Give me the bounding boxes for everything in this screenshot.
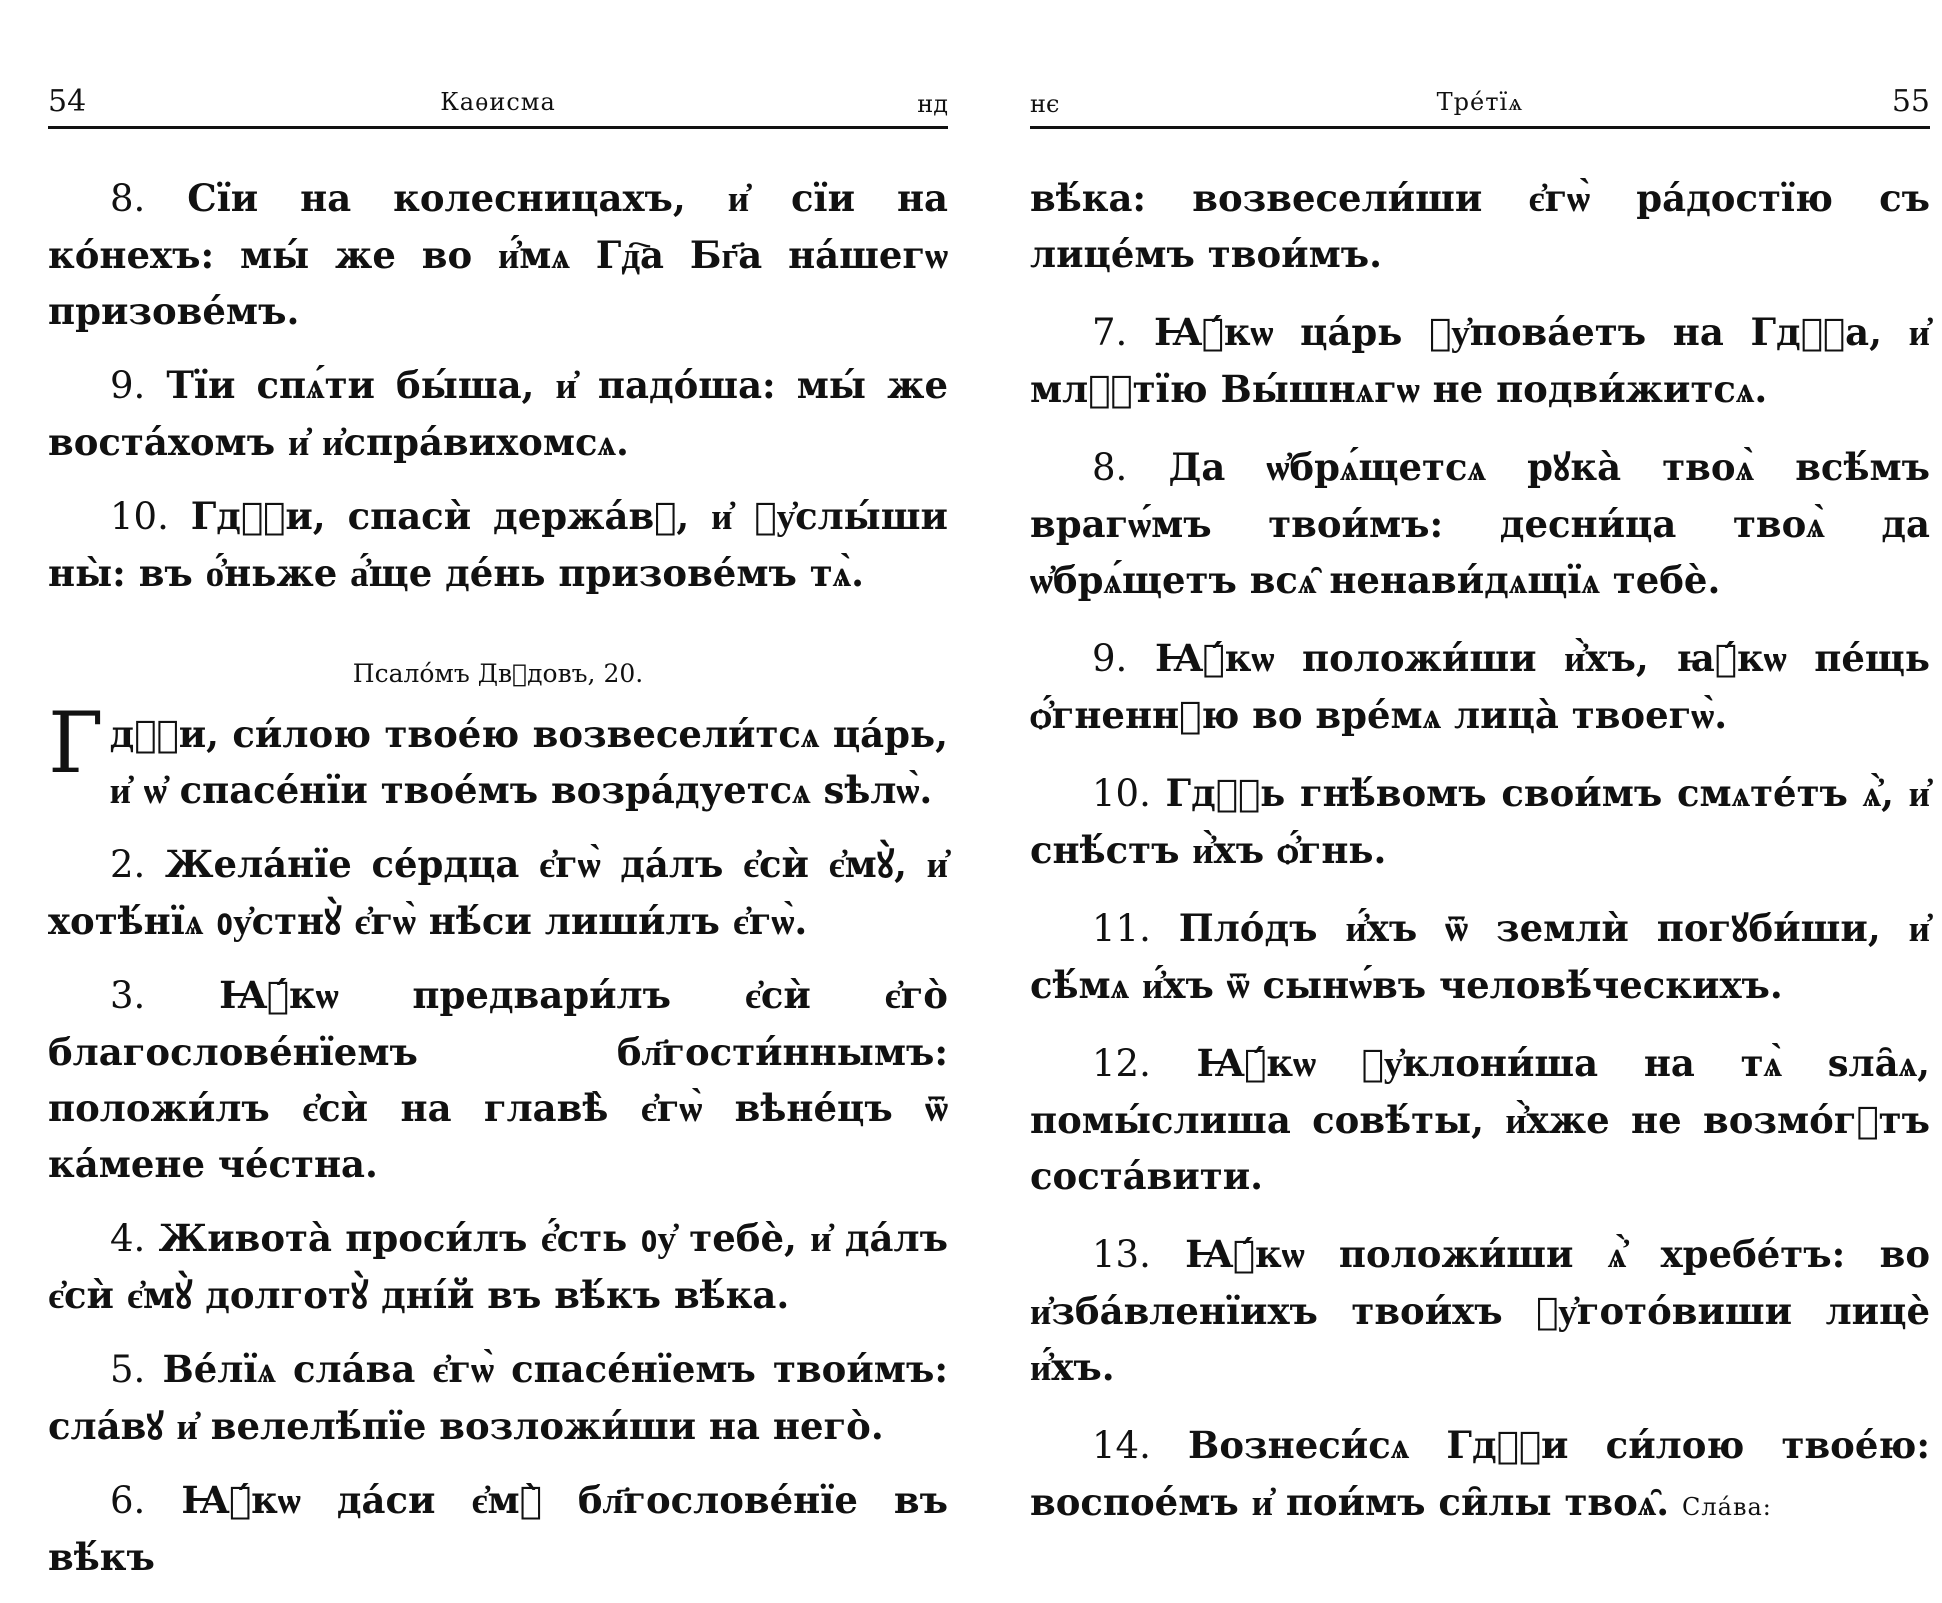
page-number: 55 [1891,84,1930,119]
right-content [1030,170,1930,1557]
header-title: Тре́тїѧ [1436,88,1524,116]
verse: 10. Гдⷭ҇и, спасѝ держа́вꙋ, и҆ ᲂу҆слы́ши ны̀: въ о҆́ньже а҆́ще де́нь призове́мъ тѧ̀. [48,494,948,595]
right-running-head [1030,84,1930,124]
left-page [48,0,948,1579]
verse: 9. Тїи спѧ́ти бы́ша, и҆ падо́ша: мы́ же воста́хомъ и҆ и҆спра́вихомсѧ. [48,363,948,464]
verse-continuation: вѣ́ка: возвесели́ши є҆гѡ̀ ра́достїю съ лице́мъ твои́мъ. [1030,176,1930,276]
left-running-head [48,84,948,124]
slavonic-page-number: нд [917,90,948,118]
verse: 12. Ꙗ҆́кѡ ᲂу҆клони́ша на тѧ̀ ѕла̑ѧ, помы́слиша совѣ́ты, и҆̀хже не возмо́гꙋтъ соста́вити. [1030,1041,1930,1198]
verse: 3. Ꙗ҆́кѡ предвари́лъ є҆сѝ є҆го̀ благослове́нїемъ бл҃гости́ннымъ: положи́лъ є҆сѝ на главѣ̀ є҆гѡ̀ вѣне́цъ ѿ ка́мене че́стна. [48,973,948,1186]
verse: 5. Ве́лїѧ сла́ва є҆гѡ̀ спасе́нїемъ твои́мъ: сла́вꙋ и҆ велелѣ́пїе возложи́ши на него̀. [48,1347,948,1448]
verse: 13. Ꙗ҆́кѡ положи́ши ѧ҆̀ хребе́тъ: во и҆зба́вленїихъ твои́хъ ᲂу҆гото́виши лицѐ и҆́хъ. [1030,1232,1930,1389]
verse: 9. Ꙗ҆́кѡ положи́ши и҆̀хъ, ꙗ҆́кѡ пе́щь ѻ҆́гненнꙋю во вре́мѧ лица̀ твоегѡ̀. [1030,636,1931,737]
verse: 7. Ꙗ҆́кѡ ца́рь ᲂу҆пова́етъ на Гдⷭ҇а, и҆ млⷭ҇тїю Вы́шнѧгѡ не подви́житсѧ. [1030,310,1930,411]
verse: 6. Ꙗ҆́кѡ да́си є҆мꙋ̀ бл҃гослове́нїе въ вѣ́къ [48,1478,948,1579]
header-title: Каѳисма [440,88,556,116]
verse: 8. Да ѡ҆брѧ́щетсѧ рꙋка̀ твоѧ̀ всѣ́мъ врагѡ́мъ твои́мъ: десни́ца твоѧ̀ да ѡ҆брѧ́щетъ всѧ̑ ненави́дѧщїѧ тебѐ. [1030,445,1930,602]
verse: 4. Живота̀ проси́лъ є҆́сть ᲂу҆ тебѐ, и҆ да́лъ є҆сѝ є҆мꙋ̀ долготꙋ̀ дні́й въ вѣ́къ вѣ́ка. [48,1216,948,1317]
verse: 14. Вознеси́сѧ Гдⷭ҇и си́лою твое́ю: воспое́мъ и҆ пои́мъ си̑лы твоѧ̑. Сла́ва: [1030,1423,1930,1524]
psalm-title: Псало́мъ Двⷣдовъ, 20. [352,659,644,688]
glory-label: Сла́ва: [1682,1493,1772,1521]
header-rule [48,126,948,129]
psalm-opening: Гдⷭ҇и, си́лою твое́ю возвесели́тсѧ ца́рь, и҆ ѡ҆ спасе́нїи твое́мъ возра́дуетсѧ ѕѣлѡ̀. [48,694,948,812]
verse: 8. Сїи на колесницахъ, и҆ сїи на ко́нехъ: мы́ же во и҆́мѧ Гд҇а Бг҃а на́шегѡ призове́мъ. [48,176,948,333]
verse: 2. Жела́нїе се́рдца є҆гѡ̀ да́лъ є҆сѝ є҆мꙋ̀, и҆ хотѣ́нїѧ ᲂу҆стнꙋ̀ є҆гѡ̀ нѣ́си лиши́лъ є҆гѡ̀. [48,842,948,943]
slavonic-page-number: нє [1030,90,1060,118]
verse: 11. Пло́дъ и҆́хъ ѿ землѝ погꙋби́ши, и҆ сѣ́мѧ и҆́хъ ѿ сынѡ́въ человѣ́ческихъ. [1030,906,1930,1007]
right-page [1030,0,1931,1524]
left-content [48,170,948,1603]
verse: 10. Гдⷭ҇ь гнѣ́вомъ свои́мъ смѧте́тъ ѧ҆̀, и҆ снѣ́стъ и҆̀хъ ѻ҆́гнь. [1030,771,1930,872]
page-number: 54 [48,84,87,119]
drop-cap: Г [48,694,104,792]
header-rule [1030,126,1930,129]
